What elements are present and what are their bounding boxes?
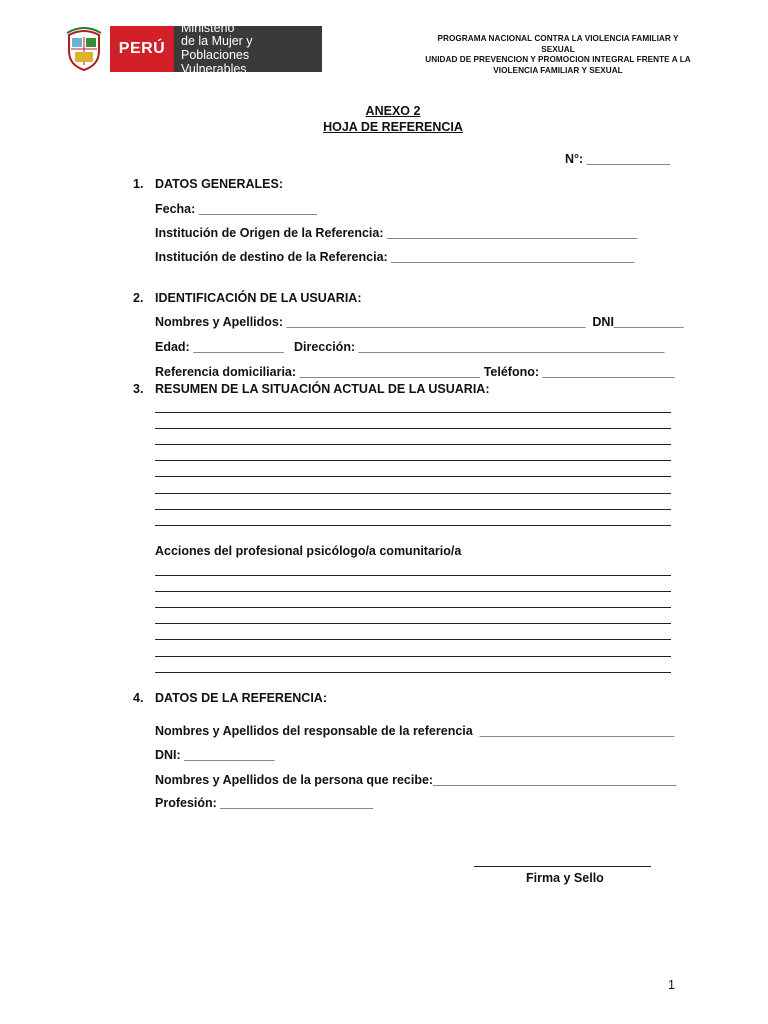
destination-institution-field: Institución de destino de la Referencia: ___________________________________ [155,250,635,264]
coat-of-arms-icon [64,26,104,72]
blank-writing-line [155,608,671,624]
program-heading [420,34,696,76]
section-4-heading: DATOS DE LA REFERENCIA: [155,691,327,705]
blank-writing-line [155,560,671,576]
section-2-number: 2. [133,291,144,305]
blank-writing-line [155,657,671,673]
names-dni-field: Nombres y Apellidos: ___________________________________________ DNI__________ [155,315,684,329]
ministry-logo [64,20,322,76]
section-1-heading: DATOS GENERALES: [155,177,284,191]
ministry-line-2: de la Mujer y [181,34,253,49]
blank-writing-line [155,461,671,477]
signature-label: Firma y Sello [526,871,604,885]
ministry-name [174,20,322,76]
blank-writing-line [155,397,671,413]
section-1-number: 1. [133,177,144,191]
origin-institution-field: Institución de Origen de la Referencia: ____________________________________ [155,226,638,240]
blank-writing-line [155,413,671,429]
responsible-dni-field: DNI: _____________ [155,748,275,762]
program-line-3: VIOLENCIA FAMILIAR Y SEXUAL [493,65,623,75]
page-number: 1 [668,978,675,992]
section-2-heading: IDENTIFICACIÓN DE LA USUARIA: [155,291,362,305]
fecha-field: Fecha: _________________ [155,202,317,216]
ministry-line-3: Poblaciones Vulnerables [181,48,250,76]
blank-writing-line [155,494,671,510]
age-address-field: Edad: _____________ Dirección: ____________________________________________ [155,340,665,354]
blank-writing-line [155,510,671,526]
profession-field: Profesión: ______________________ [155,796,374,810]
blank-writing-line [155,429,671,445]
blank-writing-line [155,576,671,592]
blank-writing-line [155,640,671,656]
blank-writing-line [155,477,671,493]
psychologist-actions-lines [155,560,671,673]
receiver-name-field: Nombres y Apellidos de la persona que recibe:___________________________________ [155,773,677,787]
section-4-number: 4. [133,691,144,705]
document-title: HOJA DE REFERENCIA [323,120,463,134]
blank-writing-line [155,445,671,461]
program-line-1: PROGRAMA NACIONAL CONTRA LA VIOLENCIA FAMILIAR Y SEXUAL [437,34,679,54]
signature-line [474,866,651,867]
responsible-name-field: Nombres y Apellidos del responsable de la referencia ____________________________ [155,724,675,738]
ministry-line-1: Ministerio [181,20,235,35]
blank-writing-line [155,592,671,608]
number-field: N°: ____________ [565,152,671,166]
psychologist-actions-label: Acciones del profesional psicólogo/a comunitario/a [155,544,462,558]
section-3-heading: RESUMEN DE LA SITUACIÓN ACTUAL DE LA USUARIA: [155,382,490,396]
home-reference-phone-field: Referencia domiciliaria: __________________________ Teléfono: ___________________ [155,365,675,379]
program-line-2: UNIDAD DE PREVENCION Y PROMOCION INTEGRAL FRENTE A LA [425,55,691,64]
peru-label: PERÚ [110,26,174,72]
blank-writing-line [155,624,671,640]
annex-label: ANEXO 2 [365,104,421,118]
situation-summary-lines [155,397,671,526]
section-3-number: 3. [133,382,144,396]
